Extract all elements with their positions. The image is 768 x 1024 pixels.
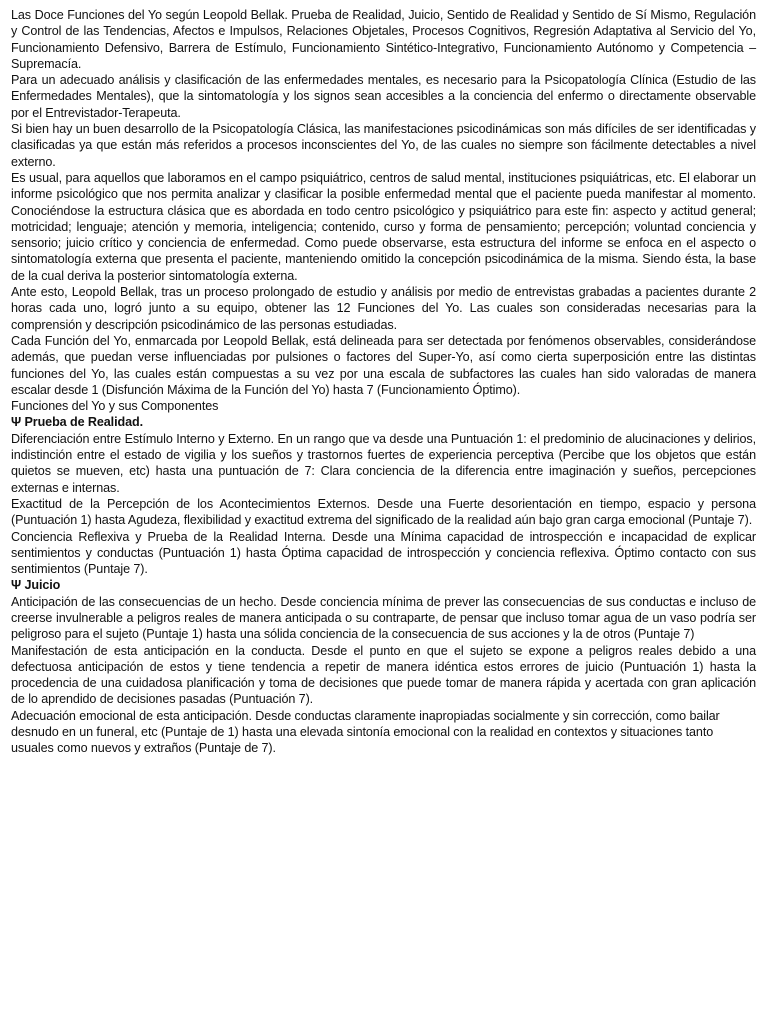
paragraph-psychological-report: Es usual, para aquellos que laboramos en el campo psiquiátrico, centros de salud mental, instituciones psiquiátricas, etc. El elaborar un informe psicológico que nos permita analizar y clasificar la posible enfermedad mental que el paciente pueda manifestar al momento. Conociéndose la estructura clásica que es abordada en todo centro psicológico y psiquiátrico para este fin: aspecto y actitud general; motricidad; lenguaje; atención y memoria, inteligencia; contenido, curso y forma de pensamiento; percepción; voluntad conciencia y sensorio; juicio crítico y conciencia de enfermedad. Como puede observarse, esta estructura del informe se enfoca en el aspecto o sintomatología externa que presenta el paciente, manteniendo omitido la concepción psicodinámica de la misma. Siendo ésta, la base de la cual deriva la posterior sintomatología externa. bbox=[11, 170, 756, 283]
paragraph-classical: Si bien hay un buen desarrollo de la Psicopatología Clásica, las manifestaciones psicodinámicas son más difíciles de ser identificadas y clasificadas ya que están más referidos a procesos inconscientes del Yo, de las cuales no siempre son fácilmente detectables a nivel externo. bbox=[11, 122, 756, 169]
paragraph-anticipation-behavior: Manifestación de esta anticipación en la conducta. Desde el punto en que el sujeto se expone a peligros reales debido a una defectuosa anticipación de estos y tiene tendencia a repetir de manera idéntica estos errores de juicio (Puntuación 1) hasta la procedencia de una cuidadosa planificación y toma de decisiones que puede tomar de manera rápida y acertada con gran aplicación de lo aprendido de decisiones pasadas (Puntuación 7). bbox=[11, 643, 756, 707]
paragraph-reflexive-awareness: Conciencia Reflexiva y Prueba de la Realidad Interna. Desde una Mínima capacidad de introspección e incapacidad de explicar sentimientos y conductas (Puntuación 1) hasta Óptima capacidad de introspección y conciencia reflexiva. Óptimo contacto con sus sentimientos (Puntaje 7). bbox=[11, 529, 756, 577]
section-heading-judgment: Ψ Juicio bbox=[11, 578, 61, 593]
paragraph-emotional-adequacy: Adecuación emocional de esta anticipación. Desde conductas claramente inapropiadas socialmente y sin corrección, como bailar desnudo en un funeral, etc (Puntaje de 1) hasta una elevada sintonía emocional con la realidad en contextos y situaciones tanto usuales como nuevos y extraños (Puntaje de 7). bbox=[11, 708, 720, 756]
paragraph-ego-function-scale: Cada Función del Yo, enmarcada por Leopold Bellak, está delineada para ser detectada por fenómenos observables, considerándose además, que puedan verse influenciadas por pulsiones o factores del Super-Yo, así como cierta superposición entre las distintas funciones del Yo, las cuales están compuestas a su vez por una escala de subfactores las cuales han sido valoradas de manera escalar desde 1 (Disfunción Máxima de la Función del Yo) hasta 7 (Funcionamiento Óptimo). bbox=[11, 333, 756, 397]
paragraph-anticipation: Anticipación de las consecuencias de un hecho. Desde conciencia mínima de prever las consecuencias de sus conductas e incluso de creerse invulnerable a peligros reales de manera anticipada o su contraparte, de pensar que incluso tomar agua de un vaso podría ser peligroso para el sujeto (Puntaje 1) hasta una sólida conciencia de la consecuencia de sus acciones y la de otros (Puntaje 7) bbox=[11, 594, 756, 642]
paragraph-internal-external-stimulus: Diferenciación entre Estímulo Interno y Externo. En un rango que va desde una Puntuación 1: el predominio de alucinaciones y delirios, indistinción entre el estado de vigilia y los sueños y trastornos fuertes de experiencia perceptiva (Percibe que los objetos que están quietos se mueven, etc) hasta una puntuación de 7: Clara conciencia de la diferencia entre imaginación y sueños, percepciones externas e internas. bbox=[11, 431, 756, 495]
paragraph-bellak-study: Ante esto, Leopold Bellak, tras un proceso prolongado de estudio y análisis por medio de entrevistas grabadas a pacientes durante 2 horas cada uno, logró junto a su equipo, obtener las 12 Funciones del Yo. Las cuales son consideradas necesarias para la comprensión y descripción psicodinámico de las personas estudiadas. bbox=[11, 285, 756, 332]
paragraph-intro-title: Las Doce Funciones del Yo según Leopold Bellak. Prueba de Realidad, Juicio, Sentido de Realidad y Sentido de Sí Mismo, Regulación y Control de las Tendencias, Afectos e Impulsos, Relaciones Objetales, Procesos Cognitivos, Regresión Adaptativa al Servicio del Yo, Funcionamiento Defensivo, Barrera de Estímulo, Funcionamiento Sintético-Integrativo, Funcionamiento Autónomo y Competencia – Supremacía. bbox=[11, 8, 756, 71]
paragraph-psychopathology: Para un adecuado análisis y clasificación de las enfermedades mentales, es necesario para la Psicopatología Clínica (Estudio de las Enfermedades Mentales), que la sintomatología y los signos sean accesibles a la conciencia del enfermo o directamente observable por el Entrevistador-Terapeuta. bbox=[11, 73, 756, 120]
section-heading-reality-testing: Ψ Prueba de Realidad. bbox=[11, 415, 143, 430]
paragraph-perception-accuracy: Exactitud de la Percepción de los Acontecimientos Externos. Desde una Fuerte desorientación en tiempo, espacio y persona (Puntuación 1) hasta Agudeza, flexibilidad y exactitud extrema del significado de la realidad aún bajo gran carga emocional (Puntaje 7). bbox=[11, 496, 756, 528]
section-heading-functions: Funciones del Yo y sus Componentes bbox=[11, 399, 219, 414]
